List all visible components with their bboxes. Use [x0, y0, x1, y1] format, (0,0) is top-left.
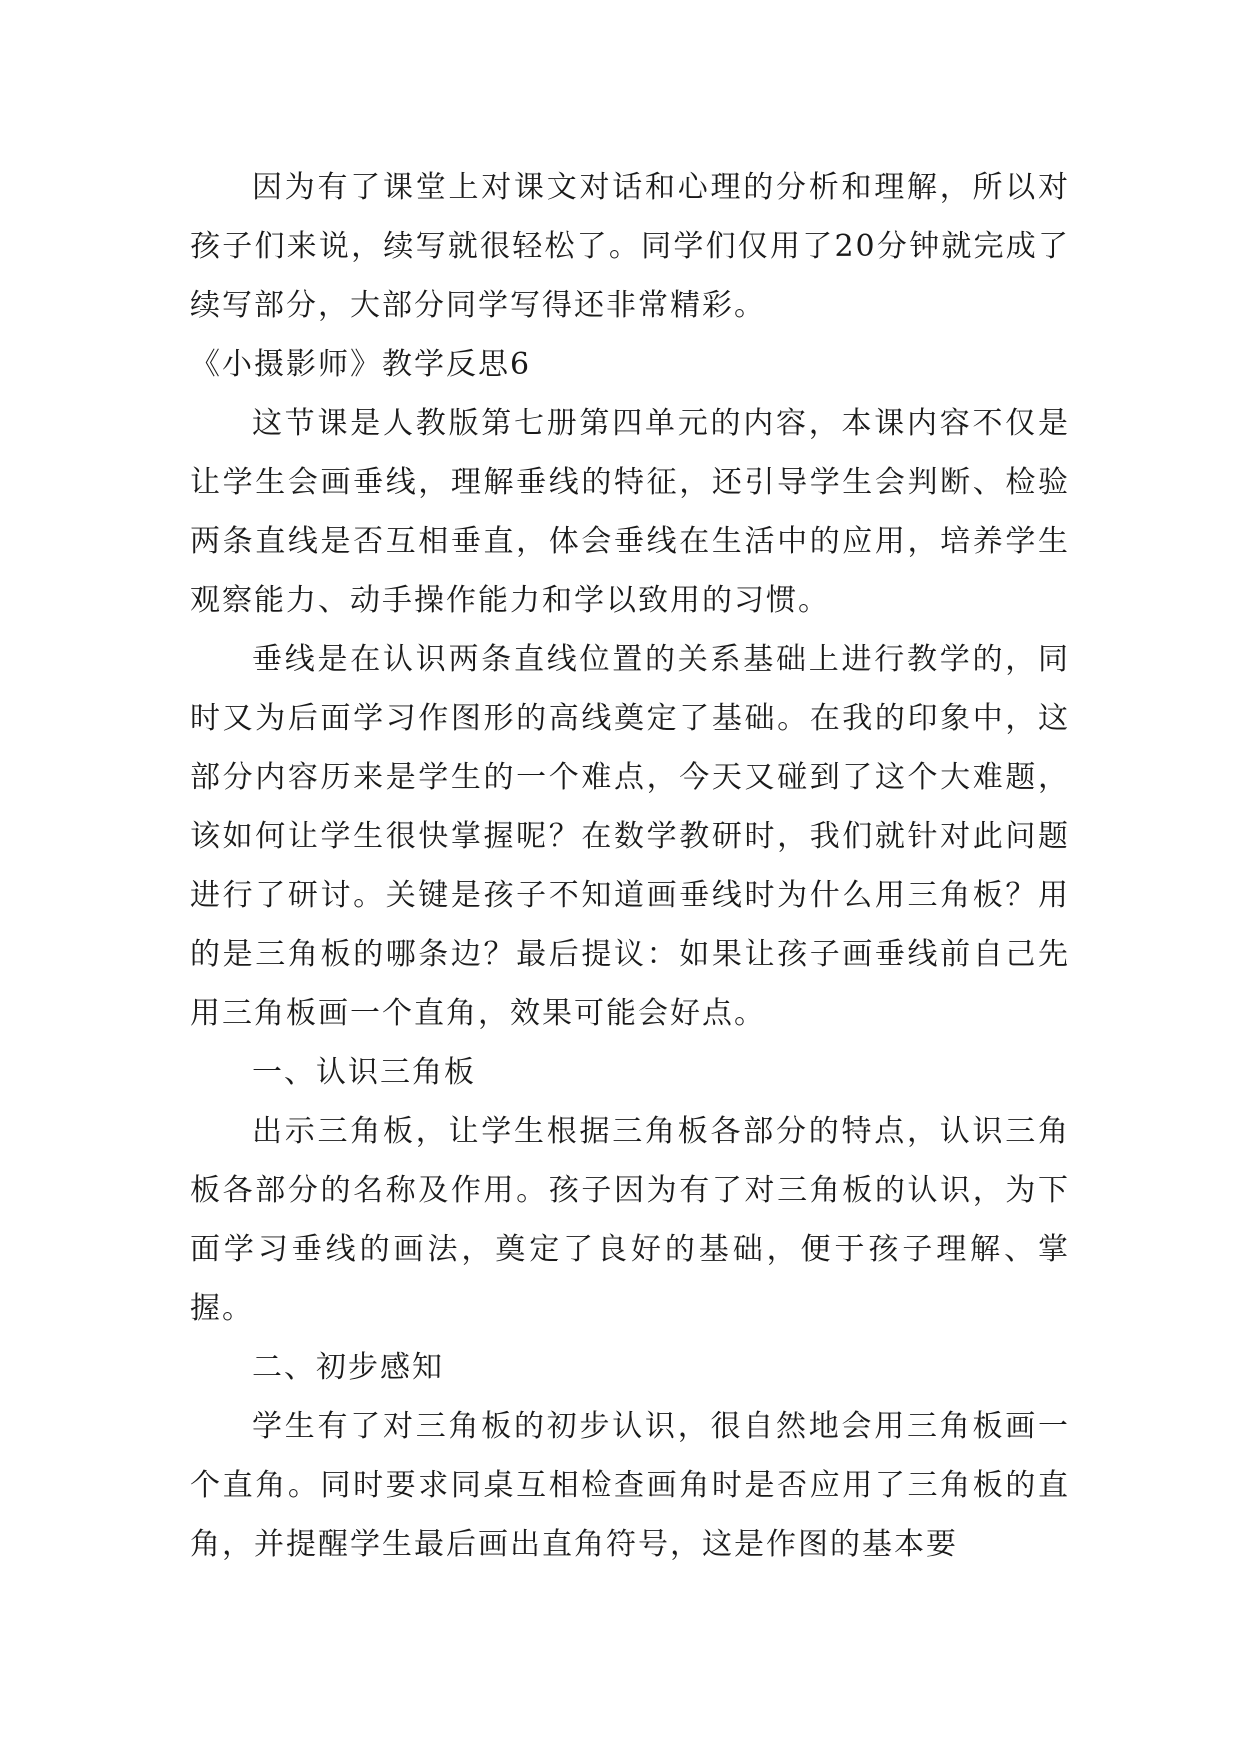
subheading-initial-perception: 二、初步感知 [252, 1350, 444, 1385]
paragraph-show-triangle-ruler: 出示三角板，让学生根据三角板各部分的特点，认识三角板各部分的名称及作用。孩子因为有了对三角板的认识，为下面学习垂线的画法，奠定了良好的基础，便于孩子理解、掌握。 [190, 1114, 1070, 1326]
subheading-know-triangle-ruler: 一、认识三角板 [252, 1055, 476, 1090]
paragraph-continuation-writing: 因为有了课堂上对课文对话和心理的分析和理解，所以对孩子们来说，续写就很轻松了。同学们仅用了20分钟就完成了续写部分，大部分同学写得还非常精彩。 [190, 170, 1070, 323]
paragraph-lesson-intro: 这节课是人教版第七册第四单元的内容，本课内容不仅是让学生会画垂线，理解垂线的特征，还引导学生会判断、检验两条直线是否互相垂直，体会垂线在生活中的应用，培养学生观察能力、动手操作能力和学以致用的习惯。 [190, 406, 1070, 618]
paragraph-draw-right-angle: 学生有了对三角板的初步认识，很自然地会用三角板画一个直角。同时要求同桌互相检查画角时是否应用了三角板的直角，并提醒学生最后画出直角符号，这是作图的基本要 [190, 1409, 1070, 1562]
section-title: 《小摄影师》教学反思6 [190, 347, 532, 382]
paragraph-perpendicular-lines: 垂线是在认识两条直线位置的关系基础上进行教学的，同时又为后面学习作图形的高线奠定了基础。在我的印象中，这部分内容历来是学生的一个难点，今天又碰到了这个大难题，该如何让学生很快掌握呢？在数学教研时，我们就针对此问题进行了研讨。关键是孩子不知道画垂线时为什么用三角板？用的是三角板的哪条边？最后提议：如果让孩子画垂线前自己先用三角板画一个直角，效果可能会好点。 [190, 642, 1070, 1031]
document-body [190, 158, 1070, 1574]
